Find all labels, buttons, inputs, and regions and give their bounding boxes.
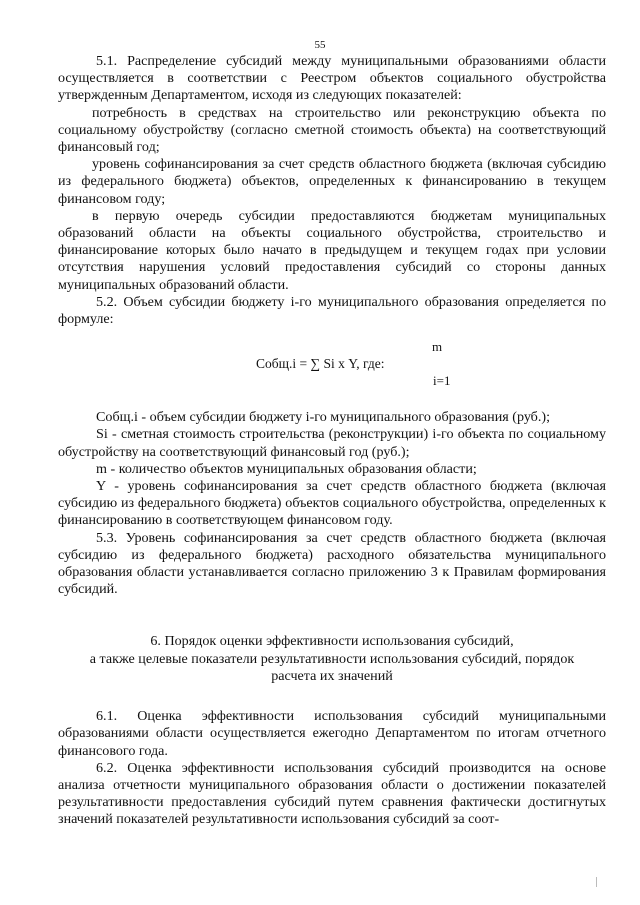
definition-s-total: Собщ.i - объем субсидии бюджету i-го муниципального образования (руб.); [96,409,550,426]
paragraph-6-2: 6.2. Оценка эффективности использования субсидий производится на основе анализа отчетности муниципального образования области о достижении показателей результативности предоставления субсидий путем сравнения фактически достигнутых значений показателей результативности использования субсидий за соот- [58,759,606,828]
criterion-need: потребность в средствах на строительство или реконструкцию объекта по социальному обустройству (согласно сметной стоимость объекта) на соответствующий финансовый год; [58,104,606,156]
definition-y: Y - уровень софинансирования за счет средств областного бюджета (включая субсидию из федерального бюджета) объектов социального обустройства, определенных к финансированию в соответствующем финансовом году. [58,478,606,529]
formula-expression: Собщ.i = ∑ Si х Y, где: [256,356,385,372]
paragraph-5-2: 5.2. Объем субсидии бюджету i-го муниципального образования определяется по формуле: [58,293,606,328]
heading-spacer [58,685,606,708]
document-body [58,53,606,829]
section-6-heading [58,633,606,685]
section-heading-line-1: 6. Порядок оценки эффективности использования субсидий, [150,633,514,650]
section-spacer [58,598,606,633]
scan-margin-mark [596,877,597,887]
definition-si: Si - сметная стоимость строительства (реконструкции) i-го объекта по социальному обустройству на соответствующий финансовый год (руб.); [58,426,606,460]
formula-sum-lower-limit: i=1 [433,373,451,389]
formula-sum-upper-limit: m [432,339,443,355]
subsidy-formula [58,328,606,409]
paragraph-6-1: 6.1. Оценка эффективности использования субсидий муниципальными образованиями области осуществляется ежегодно Департаментом по итогам отчетного финансового года. [58,708,606,759]
section-heading-line-3: расчета их значений [271,667,393,684]
page-number: 55 [314,39,326,51]
paragraph-5-1: 5.1. Распределение субсидий между муниципальными образованиями области осуществляется в соответствии с Реестром объектов социального обустройства утвержденным Департаментом, исходя из следующих показателей: [58,53,606,104]
paragraph-5-3: 5.3. Уровень софинансирования за счет средств областного бюджета (включая субсидию из федерального бюджета) расходного обязательства муниципального образования области устанавливается согласно приложению 3 к Правилам формирования субсидий. [58,529,606,598]
criterion-priority: в первую очередь субсидии предоставляются бюджетам муниципальных образований области на объекты социального обустройства, строительство и финансирование которых было начато в предыдущем и текущем годах при условии отсутствия нарушения условий предоставления субсидий со стороны данных муниципальных образований области. [58,207,606,293]
criterion-cofinancing: уровень софинансирования за счет средств областного бюджета (включая субсидию из федерального бюджета) объектов, определенных к финансированию в текущем финансовом году; [58,156,606,207]
section-heading-line-2: а также целевые показатели результативности использования субсидий, порядок [89,650,575,667]
definition-m: m - количество объектов муниципальных образования области; [96,460,477,477]
